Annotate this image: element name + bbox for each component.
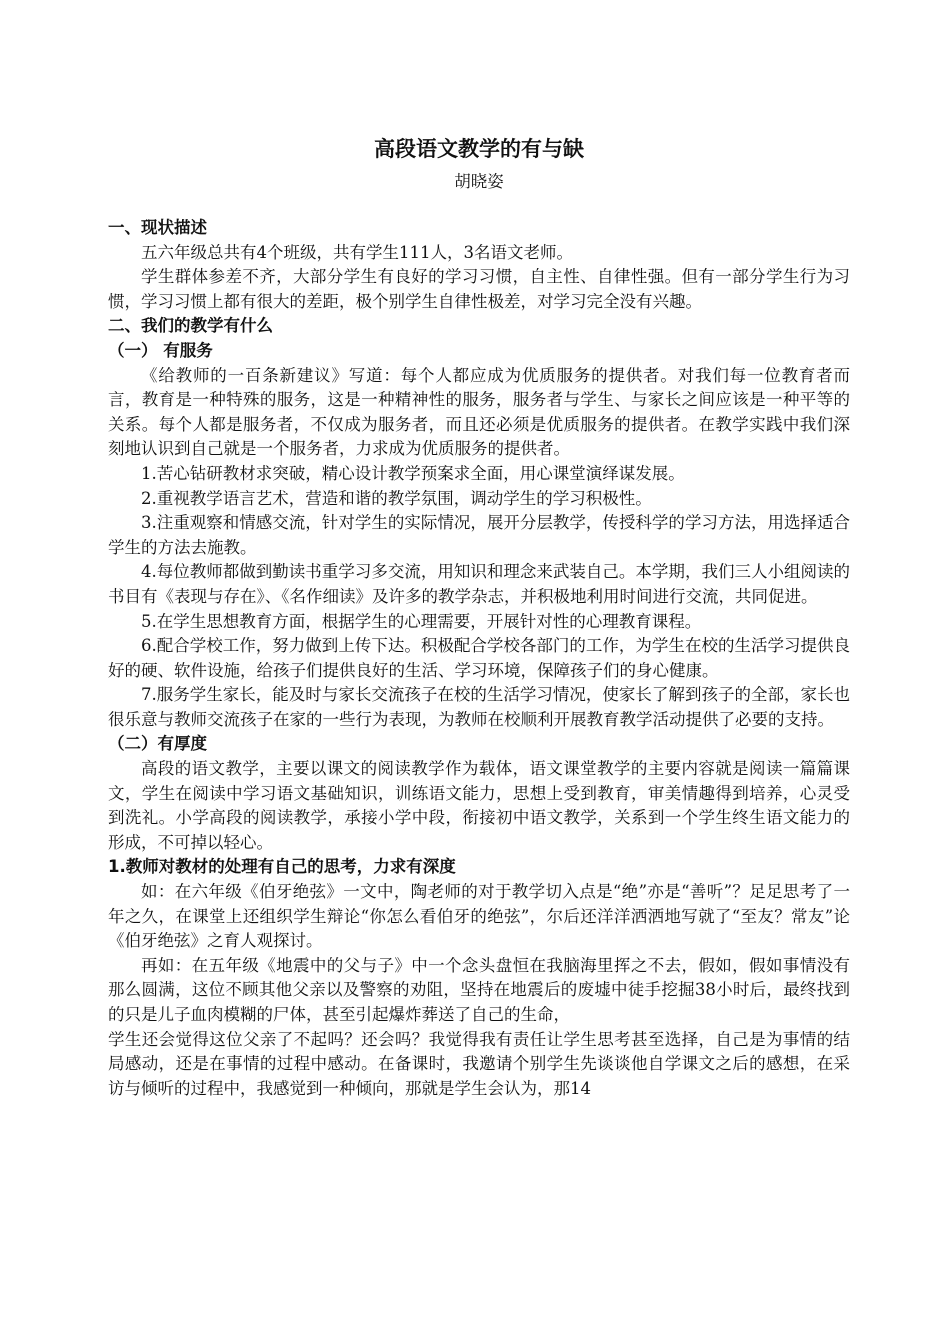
list-item: 2.重视教学语言艺术，营造和谐的教学氛围，调动学生的学习积极性。 bbox=[141, 488, 652, 508]
section-heading-teaching: 二、我们的教学有什么 bbox=[108, 316, 273, 336]
document-page bbox=[108, 134, 850, 1101]
list-item: 6.配合学校工作，努力做到上传下达。积极配合学校各部门的工作，为学生在校的生活学习提供良好的硬、软件设施，给孩子们提供良好的生活、学习环境，保障孩子们的身心健康。 bbox=[108, 636, 850, 680]
paragraph: 再如：在五年级《地震中的父与子》中一个念头盘恒在我脑海里挥之不去，假如，假如事情没有那么圆满，这位不顾其他父亲以及警察的劝阻，坚持在地震后的废墟中徒手挖掘38小时后，最终找到的只是儿子血肉模糊的尸体，甚至引起爆炸葬送了自己的生命， bbox=[108, 955, 850, 1024]
document-title: 高段语文教学的有与缺 bbox=[374, 137, 584, 161]
paragraph: 五六年级总共有4个班级，共有学生111人，3名语文老师。 bbox=[141, 242, 573, 262]
paragraph: 《给教师的一百条新建议》写道：每个人都应成为优质服务的提供者。对我们每一位教育者而言，教育是一种特殊的服务，这是一种精神性的服务，服务者与学生、与家长之间应该是一种平等的关系。每个人都是服务者，不仅成为服务者，而且还必须是优质服务的提供者。在教学实践中我们深刻地认识到自己就是一个服务者，力求成为优质服务的提供者。 bbox=[108, 365, 850, 459]
list-item: 4.每位教师都做到勤读书重学习多交流，用知识和理念来武装自己。本学期，我们三人小组阅读的书目有《表现与存在》、《名作细读》及许多的教学杂志，并积极地利用时间进行交流，共同促进。 bbox=[108, 562, 850, 606]
list-item: 1.苦心钻研教材求突破，精心设计教学预案求全面，用心课堂演绎谋发展。 bbox=[141, 463, 685, 483]
point-heading-material: 1.教师对教材的处理有自己的思考，力求有深度 bbox=[108, 857, 456, 877]
list-item: 3.注重观察和情感交流，针对学生的实际情况，展开分层教学，传授科学的学习方法，用选择适合学生的方法去施教。 bbox=[108, 513, 850, 557]
section-heading-status: 一、现状描述 bbox=[108, 218, 207, 237]
paragraph: 如：在六年级《伯牙绝弦》一文中，陶老师的对于教学切入点是“绝”亦是“善听”？足足思考了一年之久，在课堂上还组织学生辩论“你怎么看伯牙的绝弦”，尔后还洋洋洒洒地写就了“至友？常友”论《伯牙绝弦》之育人观探讨。 bbox=[108, 882, 850, 951]
subsection-heading-depth: （二）有厚度 bbox=[108, 734, 207, 754]
subsection-heading-service: （一） 有服务 bbox=[108, 340, 213, 360]
paragraph: 高段的语文教学，主要以课文的阅读教学作为载体，语文课堂教学的主要内容就是阅读一篇篇课文，学生在阅读中学习语文基础知识，训练语文能力，思想上受到教育，审美情趣得到培养，心灵受到洗礼。小学高段的阅读教学，承接小学中段，衔接初中语文教学，关系到一个学生终生语文能力的形成，不可掉以轻心。 bbox=[108, 759, 850, 852]
paragraph: 学生群体参差不齐，大部分学生有良好的学习习惯，自主性、自律性强。但有一部分学生行为习惯，学习习惯上都有很大的差距，极个别学生自律性极差，对学习完全没有兴趣。 bbox=[108, 267, 850, 311]
list-item: 7.服务学生家长，能及时与家长交流孩子在校的生活学习情况，使家长了解到孩子的全部，家长也很乐意与教师交流孩子在家的一些行为表现，为教师在校顺利开展教育教学活动提供了必要的支持。 bbox=[108, 685, 850, 729]
author-name: 胡晓姿 bbox=[454, 172, 504, 191]
paragraph: 学生还会觉得这位父亲了不起吗？还会吗？我觉得我有责任让学生思考甚至选择，自己是为事情的结局感动，还是在事情的过程中感动。在备课时，我邀请个别学生先谈谈他自学课文之后的感想，在采访与倾听的过程中，我感觉到一种倾向，那就是学生会认为，那14 bbox=[108, 1029, 850, 1098]
list-item: 5.在学生思想教育方面，根据学生的心理需要，开展针对性的心理教育课程。 bbox=[141, 611, 702, 631]
